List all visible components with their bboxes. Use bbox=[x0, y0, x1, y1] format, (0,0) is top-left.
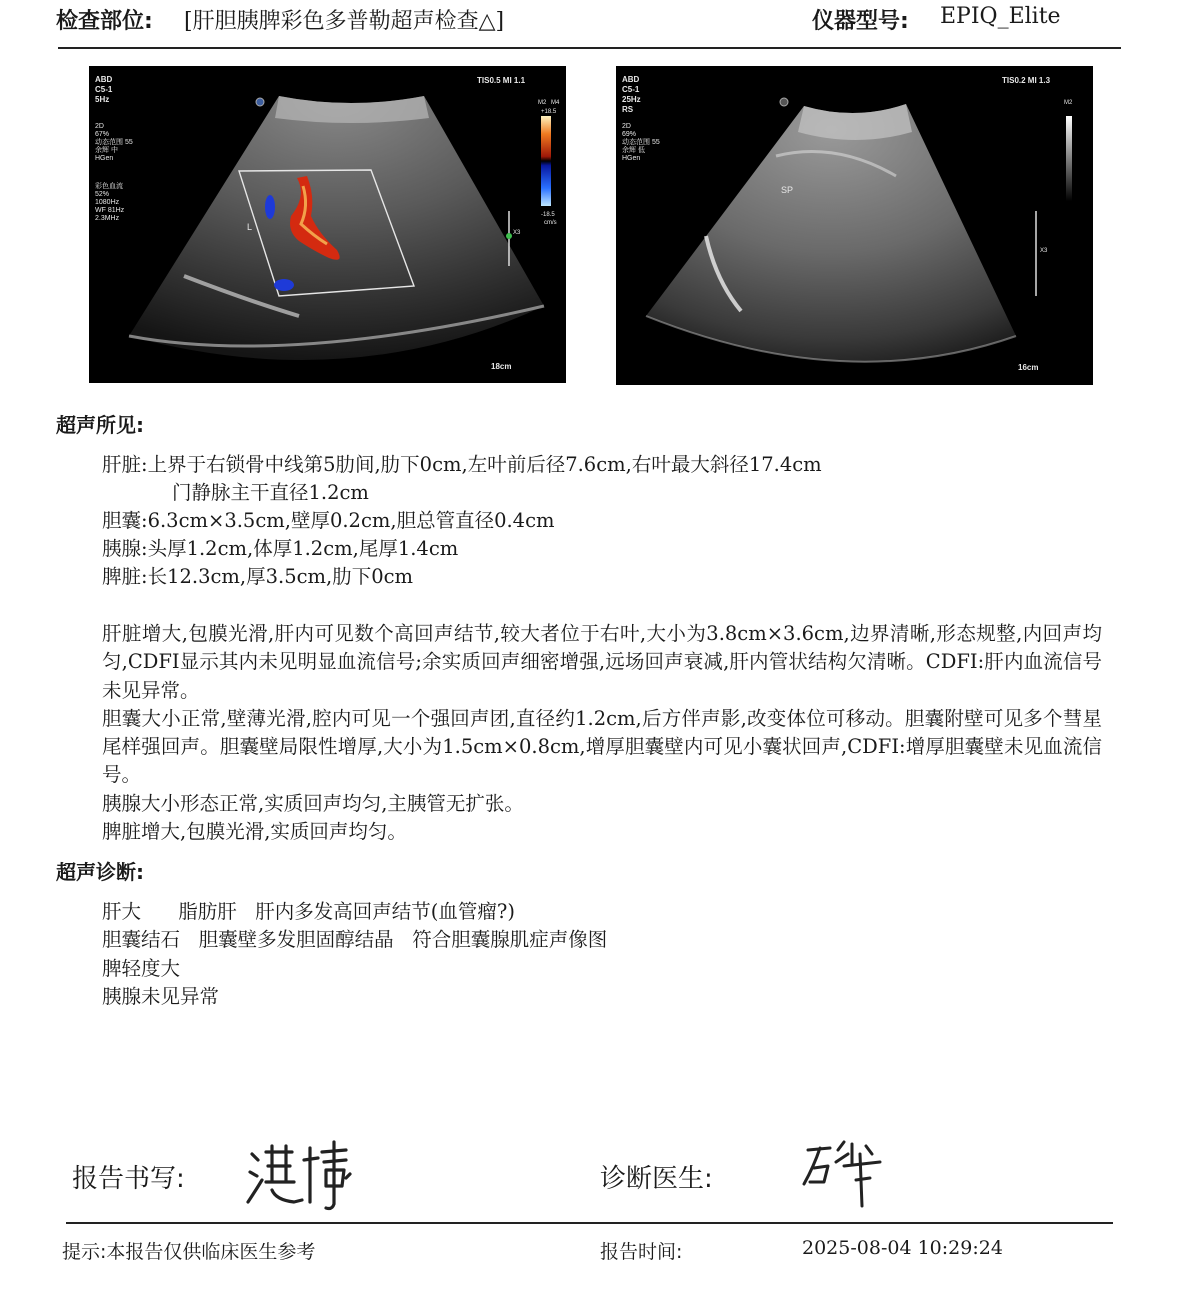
us-right-line-1: ABD bbox=[622, 75, 640, 84]
report-writer-signature bbox=[242, 1138, 357, 1216]
diagnosis-line-1: 肝大 脂肪肝 肝内多发高回声结节(血管瘤?) bbox=[102, 900, 515, 923]
diagnosis-list bbox=[102, 898, 607, 1011]
us-left-scale-min: -18.5 bbox=[541, 212, 555, 218]
description-liver: 肝脏增大,包膜光滑,肝内可见数个高回声结节,较大者位于右叶,大小为3.8cm×3.6cm,边界清晰,形态规整,内回声均匀,CDFI显示其内未见明显血流信号;余实质回声细密增强,远场回声衰减,肝内管状结构欠清晰。CDFI:肝内血流信号未见异常。 bbox=[102, 622, 1102, 702]
us-right-line-6: 69% bbox=[622, 131, 637, 138]
us-left-tis-mi: TIS0.5 MI 1.1 bbox=[477, 76, 526, 85]
finding-pancreas: 胰腺:头厚1.2cm,体厚1.2cm,尾厚1.4cm bbox=[102, 537, 459, 560]
us-left-line-6: 动态范围 55 bbox=[95, 139, 133, 146]
us-left-scale-unit: cm/s bbox=[544, 220, 557, 226]
diagnosing-doctor-signature bbox=[800, 1136, 885, 1214]
us-left-zoom: X3 bbox=[513, 230, 521, 236]
us-left-scale-max: +18.5 bbox=[541, 109, 557, 115]
description-spleen: 脾脏增大,包膜光滑,实质回声均匀。 bbox=[102, 820, 407, 844]
us-right-tis-mi: TIS0.2 MI 1.3 bbox=[1002, 76, 1051, 85]
us-right-line-3: 25Hz bbox=[622, 95, 641, 104]
us-left-marker-l: L bbox=[247, 222, 253, 232]
exam-site-value: [肝胆胰脾彩色多普勒超声检查△] bbox=[184, 9, 505, 34]
report-time-label: 报告时间: bbox=[600, 1241, 683, 1263]
us-right-zoom: X3 bbox=[1040, 248, 1048, 254]
us-left-depth: 18cm bbox=[491, 362, 512, 371]
header-rule bbox=[58, 47, 1121, 49]
diagnosing-doctor-label: 诊断医生: bbox=[600, 1164, 713, 1194]
doppler-color-scale bbox=[541, 116, 551, 206]
diagnosis-title: 超声诊断: bbox=[56, 860, 144, 884]
finding-liver: 肝脏:上界于右锁骨中线第5肋间,肋下0cm,左叶前后径7.6cm,右叶最大斜径17.4cm bbox=[102, 453, 822, 476]
finding-gallbladder: 胆囊:6.3cm×3.5cm,壁厚0.2cm,胆总管直径0.4cm bbox=[102, 509, 555, 532]
device-model-value: EPIQ_Elite bbox=[940, 4, 1061, 29]
footer-note: 提示:本报告仅供临床医生参考 bbox=[62, 1241, 316, 1263]
us-left-line-2: C5-1 bbox=[95, 85, 113, 94]
us-right-line-8: 余辉 低 bbox=[622, 147, 645, 154]
footer-rule bbox=[66, 1222, 1113, 1224]
exam-site-label: 检查部位: bbox=[56, 9, 153, 34]
diagnosis-line-2: 胆囊结石 胆囊壁多发胆固醇结晶 符合胆囊腺肌症声像图 bbox=[102, 928, 608, 952]
us-right-scale-m2: M2 bbox=[1064, 100, 1073, 106]
us-left-line-10: 52% bbox=[95, 191, 110, 198]
finding-spleen: 脾脏:长12.3cm,厚3.5cm,肋下0cm bbox=[102, 565, 414, 588]
findings-title: 超声所见: bbox=[56, 413, 144, 437]
us-left-line-7: 余辉 中 bbox=[95, 147, 118, 154]
report-writer-label: 报告书写: bbox=[72, 1164, 185, 1194]
us-left-line-5: 67% bbox=[95, 131, 110, 138]
us-right-line-5: 2D bbox=[622, 123, 631, 130]
us-left-line-3: 5Hz bbox=[95, 95, 110, 104]
description-pancreas: 胰腺大小形态正常,实质回声均匀,主胰管无扩张。 bbox=[102, 791, 524, 815]
findings-description bbox=[102, 620, 1102, 846]
us-left-scale-m2: M2 bbox=[538, 100, 547, 106]
description-gallbladder: 胆囊大小正常,壁薄光滑,腔内可见一个强回声团,直径约1.2cm,后方伴声影,改变体位可移动。胆囊附壁可见多个彗星尾样强回声。胆囊壁局限性增厚,大小为1.5cm×0.8cm,增厚胆囊壁内可见小囊状回声,CDFI:增厚胆囊壁未见血流信号。 bbox=[102, 706, 1102, 787]
us-left-line-8: HGen bbox=[95, 155, 114, 162]
us-right-line-7: 动态范围 55 bbox=[622, 139, 660, 146]
device-model-label: 仪器型号: bbox=[812, 9, 909, 34]
ultrasound-image-liver-doppler bbox=[89, 66, 566, 383]
us-right-line-9: HGen bbox=[622, 155, 641, 162]
us-left-line-4: 2D bbox=[95, 123, 104, 130]
finding-portal-vein: 门静脉主干直径1.2cm bbox=[172, 481, 369, 504]
diagnosis-line-3: 脾轻度大 bbox=[102, 956, 181, 980]
us-left-line-1: ABD bbox=[95, 75, 113, 84]
report-time-value: 2025-08-04 10:29:24 bbox=[802, 1237, 1003, 1259]
us-right-marker-sp: SP bbox=[781, 185, 794, 195]
diagnosis-line-4: 胰腺未见异常 bbox=[102, 984, 220, 1008]
us-right-line-2: C5-1 bbox=[622, 85, 640, 94]
us-right-depth: 16cm bbox=[1018, 363, 1039, 372]
ultrasound-image-spleen bbox=[616, 66, 1093, 385]
us-right-line-4: RS bbox=[622, 105, 634, 114]
us-left-line-13: 2.3MHz bbox=[95, 215, 120, 222]
us-left-line-11: 1080Hz bbox=[95, 199, 120, 206]
us-left-scale-m4: M4 bbox=[551, 100, 560, 106]
us-left-line-12: WF 81Hz bbox=[95, 207, 125, 214]
grayscale-bar bbox=[1066, 116, 1072, 201]
us-left-line-9: 彩色血流 bbox=[95, 183, 123, 190]
